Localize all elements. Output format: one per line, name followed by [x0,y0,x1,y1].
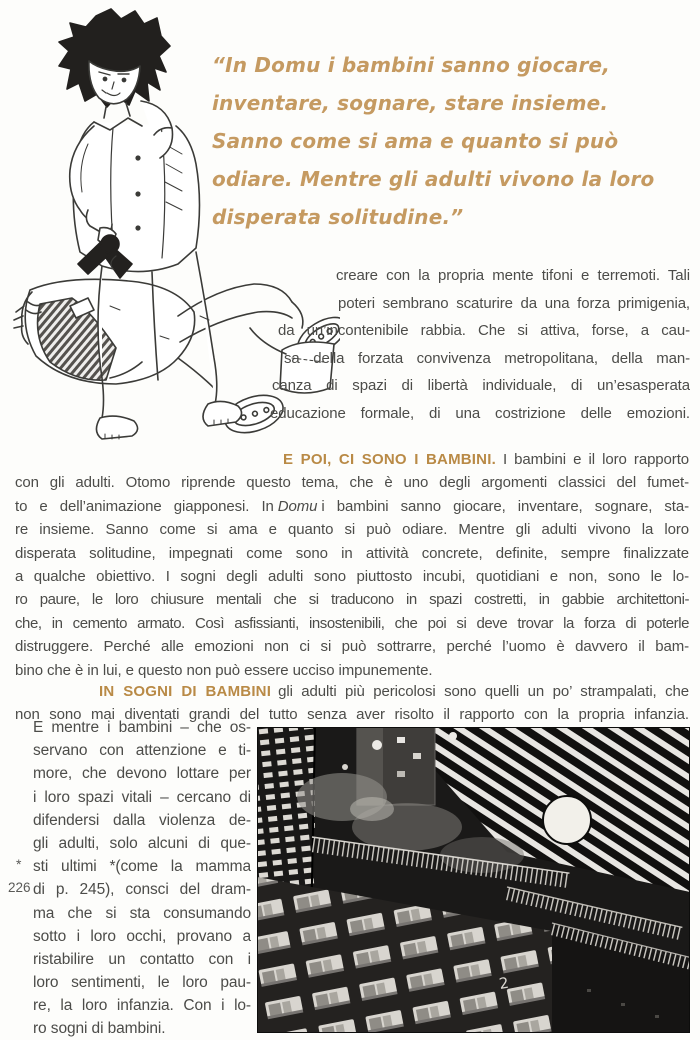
pull-quote-line: “In Domu i bambini sanno giocare, [212,53,611,77]
column-line: E mentre i bambini – che os- [33,719,251,736]
intro-paragraph [270,262,690,428]
body-line: non sono mai diventati grandi del tutto senza aver risolto il rapporto con la propria infanzia. [15,706,689,724]
left-column-text [33,716,251,1040]
section-heading: E POI, CI SONO I BAMBINI. [283,451,496,468]
column-line: re, la loro infanzia. Con i lo- [33,997,251,1015]
building-number-label: 2 [497,973,511,993]
body-line: sa della forzata convivenza metropolitana, della man- [284,349,690,367]
book-title-domu: Domu [277,497,318,515]
body-line: bino che è in lui, e questo non può essere ucciso impunemente. [15,661,433,679]
footnote-marker: * [16,856,22,872]
section-bambini-paragraph [15,448,689,682]
pull-quote-line: inventare, sognare, stare insieme. [212,91,609,115]
column-line: loro sentimenti, le loro pau- [33,974,251,992]
body-line: poteri sembrano scaturire da una forza primigenia, [338,294,690,312]
light [449,732,457,740]
moon [543,796,591,844]
pull-quote-line: disperata solitudine.” [212,205,464,229]
column-line: servano con attenzione e ti- [33,742,251,760]
body-line: re insieme. Sanno come si ama e quanto si può odiare. Mentre gli adulti vivono la loro [15,521,689,539]
column-line: ma che si sta consumando [33,904,251,922]
fog [350,797,394,821]
body-line: da un’incontenibile rabbia. Che si attiva, forse, a cau- [278,322,690,340]
column-line: sti ultimi *(come la mamma [33,858,251,876]
column-line: gli adulti, solo alcuni di que- [33,834,251,852]
body-line: canza di spazi di libertà individuale, di un’esasperata [272,377,690,395]
body-line: con gli adulti. Otomo riprende questo tema, che è uno degli argomenti classici del fumet- [15,474,689,492]
body-line: E POI, CI SONO I BAMBINI. I bambini e il loro rapporto [283,451,689,468]
light [372,740,382,750]
column-line: difendersi dalla violenza de- [33,811,251,829]
pull-quote [212,46,694,236]
body-line: a qualche obiettivo. I sogni degli adulti sono piuttosto incubi, quotidiani e non, sono le lo- [15,567,689,585]
section-heading: IN SOGNI DI BAMBINI [99,683,272,700]
body-line: distruggere. Perché alle emozioni non ci si può sottrarre, perché l’uomo è davvero il bam- [15,638,689,656]
body-line: educazione formale, di una costrizione delle emozioni. [270,404,690,422]
body-line: disperata solitudine, impegnati come sono in attività concrete, definite, sempre finalizzate [15,544,689,562]
body-line: ro paure, le loro chiusure mentali che si traducono in spazi costretti, in gabbie architettoni- [15,591,689,609]
apartment-building-night-illustration [257,727,690,1033]
column-line: more, che devono lottare per [33,765,251,783]
body-line: to e dell’animazione giapponesi. In Domu i bambini sanno giocare, inventare, sognare, sta- [15,497,689,515]
column-line: i loro spazi vitali – cercano di [33,788,251,806]
body-line: che, in cemento armato. Così asfissianti, insostenibili, che poi si deve trovar la forza di poterle [15,614,689,632]
light [342,764,348,770]
pull-quote-line: odiare. Mentre gli adulti vivono la loro [212,167,655,191]
column-line: di p. 245), consci del dram- [33,881,251,899]
body-line: creare con la propria mente tifoni e terremoti. Tali [336,267,690,284]
page-number: 226 [8,880,31,895]
column-line: ristabilire un contatto con i [33,950,251,968]
body-line: IN SOGNI DI BAMBINI gli adulti più pericolosi sono quelli un po’ strampalati, che [99,683,689,700]
pull-quote-line: Sanno come si ama e quanto si può [212,129,619,153]
column-line: ro sogni di bambini. [33,1020,166,1038]
column-line: sotto i loro occhi, provano a [33,927,251,945]
